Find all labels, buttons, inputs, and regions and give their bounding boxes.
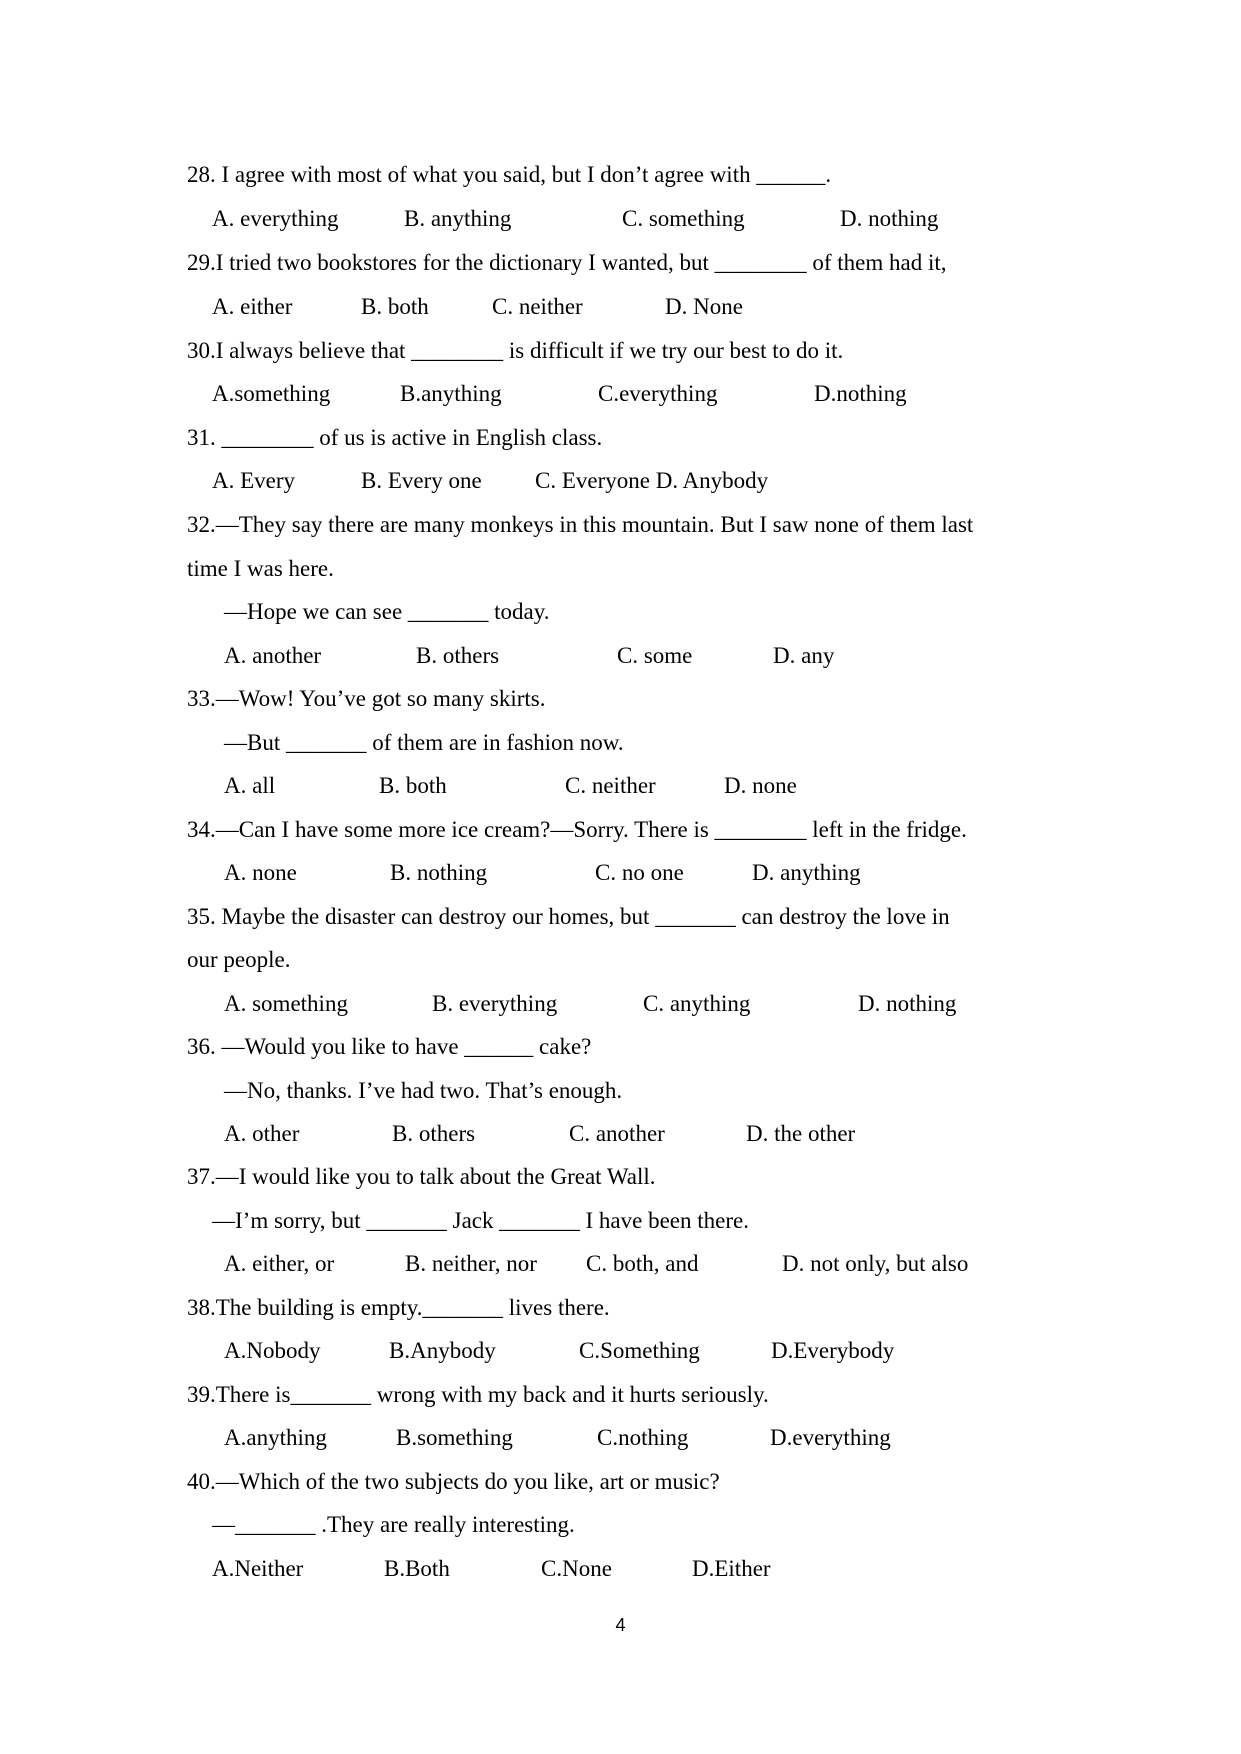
q38-option-c: C.Something bbox=[579, 1338, 700, 1363]
q37-option-c: C. both, and bbox=[586, 1251, 699, 1276]
q34-option-a: A. none bbox=[224, 860, 297, 885]
q30-option-a: A.something bbox=[212, 381, 331, 406]
question-40-reply: —_______ .They are really interesting. bbox=[212, 1512, 575, 1537]
question-32-text: 32.—They say there are many monkeys in this mountain. But I saw none of them last bbox=[187, 512, 974, 537]
q36-option-d: D. the other bbox=[746, 1121, 856, 1146]
q30-option-b: B.anything bbox=[400, 381, 502, 406]
q36-option-b: B. others bbox=[392, 1121, 476, 1146]
q30-option-c: C.everything bbox=[598, 381, 718, 406]
q28-option-d: D. nothing bbox=[840, 206, 939, 231]
q35-option-d: D. nothing bbox=[858, 991, 957, 1016]
question-29-text: 29.I tried two bookstores for the dictionary I wanted, but ________ of them had it, bbox=[187, 250, 947, 275]
q39-option-a: A.anything bbox=[224, 1425, 327, 1450]
question-33-text: 33.—Wow! You’ve got so many skirts. bbox=[187, 686, 546, 711]
q40-option-a: A.Neither bbox=[212, 1556, 304, 1581]
q33-option-d: D. none bbox=[724, 773, 797, 798]
q39-option-d: D.everything bbox=[770, 1425, 891, 1450]
q38-option-b: B.Anybody bbox=[389, 1338, 496, 1363]
q36-option-a: A. other bbox=[224, 1121, 300, 1146]
q31-option-a: A. Every bbox=[212, 468, 296, 493]
question-35-text: 35. Maybe the disaster can destroy our homes, but _______ can destroy the love in bbox=[187, 904, 950, 929]
q37-option-d: D. not only, but also bbox=[782, 1251, 969, 1276]
question-30-text: 30.I always believe that ________ is difficult if we try our best to do it. bbox=[187, 338, 844, 363]
page-number: 4 bbox=[615, 1615, 626, 1635]
question-32-reply: —Hope we can see _______ today. bbox=[224, 599, 550, 624]
q40-option-d: D.Either bbox=[692, 1556, 771, 1581]
q31-option-b: B. Every one bbox=[361, 468, 482, 493]
q29-option-b: B. both bbox=[361, 294, 429, 319]
q33-option-b: B. both bbox=[379, 773, 447, 798]
q38-option-a: A.Nobody bbox=[224, 1338, 321, 1363]
q31-option-cd: C. Everyone D. Anybody bbox=[535, 468, 769, 493]
question-40-text: 40.—Which of the two subjects do you like, art or music? bbox=[187, 1469, 720, 1494]
question-36-reply: —No, thanks. I’ve had two. That’s enough. bbox=[224, 1078, 623, 1103]
q37-option-a: A. either, or bbox=[224, 1251, 335, 1276]
q39-option-b: B.something bbox=[396, 1425, 513, 1450]
q34-option-d: D. anything bbox=[752, 860, 861, 885]
question-33-reply: —But _______ of them are in fashion now. bbox=[224, 730, 624, 755]
q32-option-a: A. another bbox=[224, 643, 322, 668]
q37-option-b: B. neither, nor bbox=[405, 1251, 537, 1276]
q28-option-c: C. something bbox=[622, 206, 745, 231]
q28-option-b: B. anything bbox=[404, 206, 512, 231]
question-28-text: 28. I agree with most of what you said, but I don’t agree with ______. bbox=[187, 162, 832, 187]
q35-option-c: C. anything bbox=[643, 991, 751, 1016]
question-34-text: 34.—Can I have some more ice cream?—Sorry. There is ________ left in the fridge. bbox=[187, 817, 967, 842]
q32-option-b: B. others bbox=[416, 643, 500, 668]
question-37-reply: —I’m sorry, but _______ Jack _______ I have been there. bbox=[212, 1208, 749, 1233]
q34-option-c: C. no one bbox=[595, 860, 684, 885]
q32-option-d: D. any bbox=[773, 643, 835, 668]
question-37-text: 37.—I would like you to talk about the Great Wall. bbox=[187, 1164, 656, 1189]
q34-option-b: B. nothing bbox=[390, 860, 488, 885]
q39-option-c: C.nothing bbox=[597, 1425, 689, 1450]
question-31-text: 31. ________ of us is active in English class. bbox=[187, 425, 603, 450]
q40-option-c: C.None bbox=[541, 1556, 612, 1581]
q35-option-b: B. everything bbox=[432, 991, 558, 1016]
question-38-text: 38.The building is empty._______ lives there. bbox=[187, 1295, 610, 1320]
q33-option-a: A. all bbox=[224, 773, 276, 798]
question-39-text: 39.There is_______ wrong with my back and it hurts seriously. bbox=[187, 1382, 769, 1407]
q38-option-d: D.Everybody bbox=[771, 1338, 895, 1363]
q32-option-c: C. some bbox=[617, 643, 693, 668]
q30-option-d: D.nothing bbox=[814, 381, 907, 406]
question-32-text-cont: time I was here. bbox=[187, 556, 334, 581]
q40-option-b: B.Both bbox=[384, 1556, 450, 1581]
q28-option-a: A. everything bbox=[212, 206, 339, 231]
q29-option-a: A. either bbox=[212, 294, 293, 319]
q35-option-a: A. something bbox=[224, 991, 348, 1016]
question-36-text: 36. —Would you like to have ______ cake? bbox=[187, 1034, 592, 1059]
q36-option-c: C. another bbox=[569, 1121, 665, 1146]
question-35-text-cont: our people. bbox=[187, 947, 291, 972]
q29-option-d: D. None bbox=[665, 294, 743, 319]
q33-option-c: C. neither bbox=[565, 773, 656, 798]
q29-option-c: C. neither bbox=[492, 294, 583, 319]
